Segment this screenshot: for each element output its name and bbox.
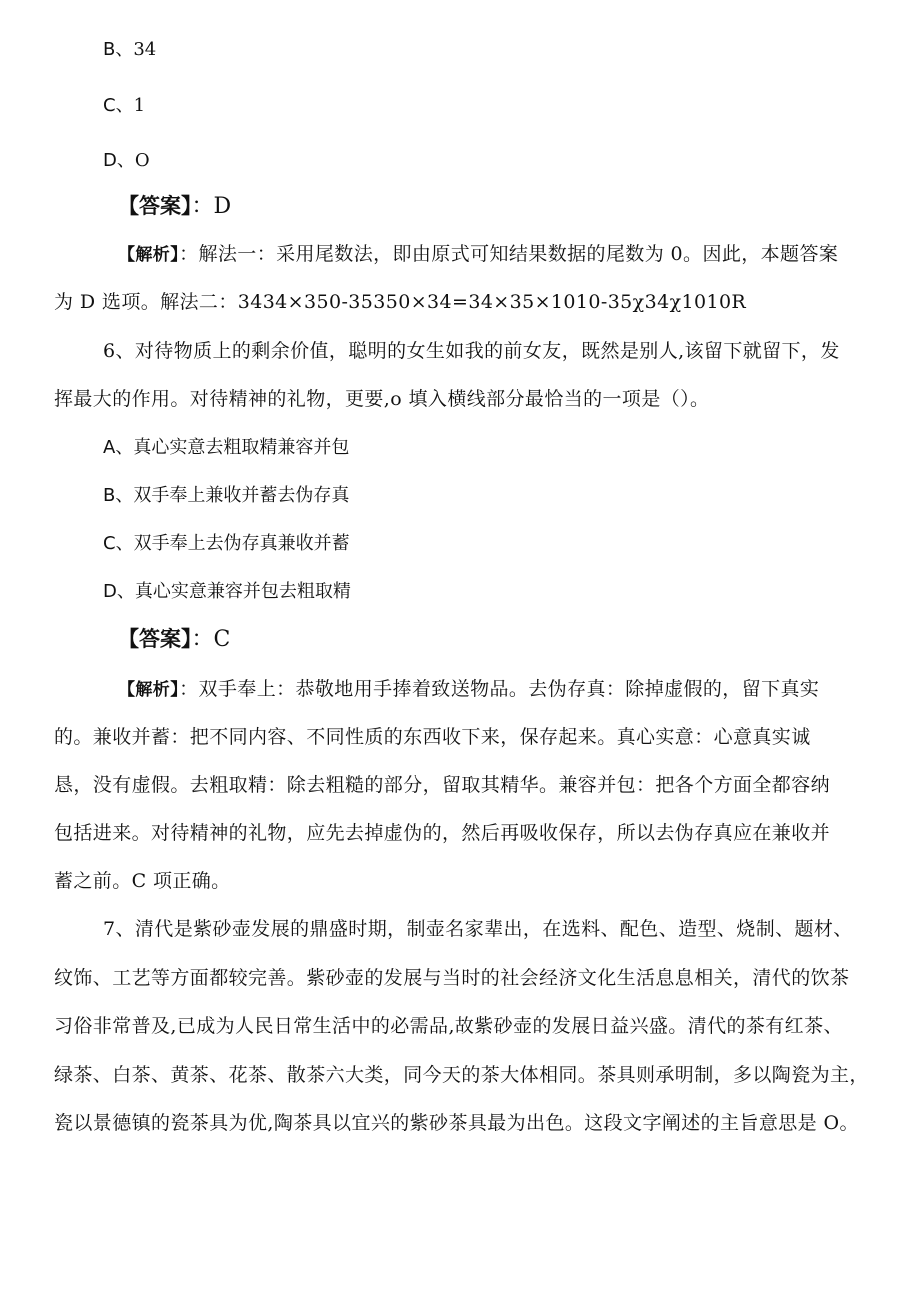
analysis-label: 【解析】 <box>118 245 180 265</box>
q6-answer <box>118 625 230 654</box>
analysis-text: ：双手奉上：恭敬地用手捧着致送物品。去伪存真：除掉虚假的，留下真实 <box>179 678 820 700</box>
option-text: 34 <box>133 39 157 60</box>
q5-answer <box>118 192 231 221</box>
analysis-text: ：解法一：采用尾数法，即由原式可知结果数据的尾数为 0。因此，本题答案 <box>179 243 839 265</box>
q6-analysis-line3: 恳，没有虚假。去粗取精：除去粗糙的部分，留取其精华。兼容并包：把各个方面全都容纳 <box>54 774 831 796</box>
option-letter: B、 <box>103 39 134 60</box>
q6-analysis-line2: 的。兼收并蓄：把不同内容、不同性质的东西收下来，保存起来。真心实意：心意真实诚 <box>54 726 811 748</box>
q7-stem-line5: 瓷以景德镇的瓷茶具为优,陶茶具以宜兴的紫砂茶具最为出色。这段文字阐述的主旨意思是 O。 <box>54 1112 859 1134</box>
option-text: 真心实意去粗取精兼容并包 <box>133 437 350 458</box>
q7-stem-line4: 绿茶、白茶、黄茶、花茶、散茶六大类，同今天的茶大体相同。茶具则承明制，多以陶瓷为主， <box>54 1064 869 1086</box>
q6-option-a <box>103 436 349 460</box>
q7-stem-line1: 7、清代是紫砂壶发展的鼎盛时期，制壶名家辈出，在选料、配色、造型、烧制、题材、 <box>103 918 853 940</box>
option-letter: B、 <box>103 485 134 506</box>
q6-analysis-line1 <box>118 677 819 702</box>
option-letter: C、 <box>103 533 134 554</box>
option-text: 1 <box>133 95 146 116</box>
answer-label: 【答案】 <box>118 627 192 651</box>
q5-option-d <box>103 149 150 173</box>
q7-stem-line3: 习俗非常普及,已成为人民日常生活中的必需品,故紫砂壶的发展日益兴盛。清代的茶有红茶、 <box>54 1015 843 1037</box>
q6-analysis-line4: 包括进来。对待精神的礼物，应先去掉虚伪的，然后再吸收保存，所以去伪存真应在兼收并 <box>54 822 831 844</box>
analysis-label: 【解析】 <box>118 680 180 700</box>
option-letter: C、 <box>103 95 134 116</box>
q6-option-b <box>103 484 349 508</box>
q6-option-c <box>103 532 350 556</box>
q7-stem-line2: 纹饰、工艺等方面都较完善。紫砂壶的发展与当时的社会经济文化生活息息相关，清代的饮茶 <box>54 967 850 989</box>
option-text: 双手奉上去伪存真兼收并蓄 <box>133 533 350 554</box>
q5-analysis-line1 <box>118 242 838 267</box>
option-letter: A、 <box>103 437 134 458</box>
answer-label: 【答案】 <box>118 194 192 218</box>
option-text: 双手奉上兼收并蓄去伪存真 <box>133 485 350 506</box>
answer-value: ：D <box>191 194 232 219</box>
option-text: 真心实意兼容并包去粗取精 <box>134 581 351 602</box>
q6-stem-line1: 6、对待物质上的剩余价值，聪明的女生如我的前女友，既然是别人,该留下就留下，发 <box>103 340 840 362</box>
option-text: O <box>134 150 150 171</box>
q6-option-d <box>103 580 351 604</box>
option-letter: D、 <box>103 581 135 602</box>
answer-value: ：C <box>191 627 231 652</box>
q6-analysis-line5: 蓄之前。C 项正确。 <box>54 870 231 892</box>
q5-analysis-line2: 为 D 选项。解法二：3434×350-35350×34=34×35×1010-35χ34χ1010R <box>54 291 747 313</box>
q5-option-b <box>103 38 156 62</box>
q5-option-c <box>103 94 145 118</box>
q6-stem-line2: 挥最大的作用。对待精神的礼物，更要,o 填入横线部分最恰当的一项是（）。 <box>54 388 710 410</box>
option-letter: D、 <box>103 150 135 171</box>
